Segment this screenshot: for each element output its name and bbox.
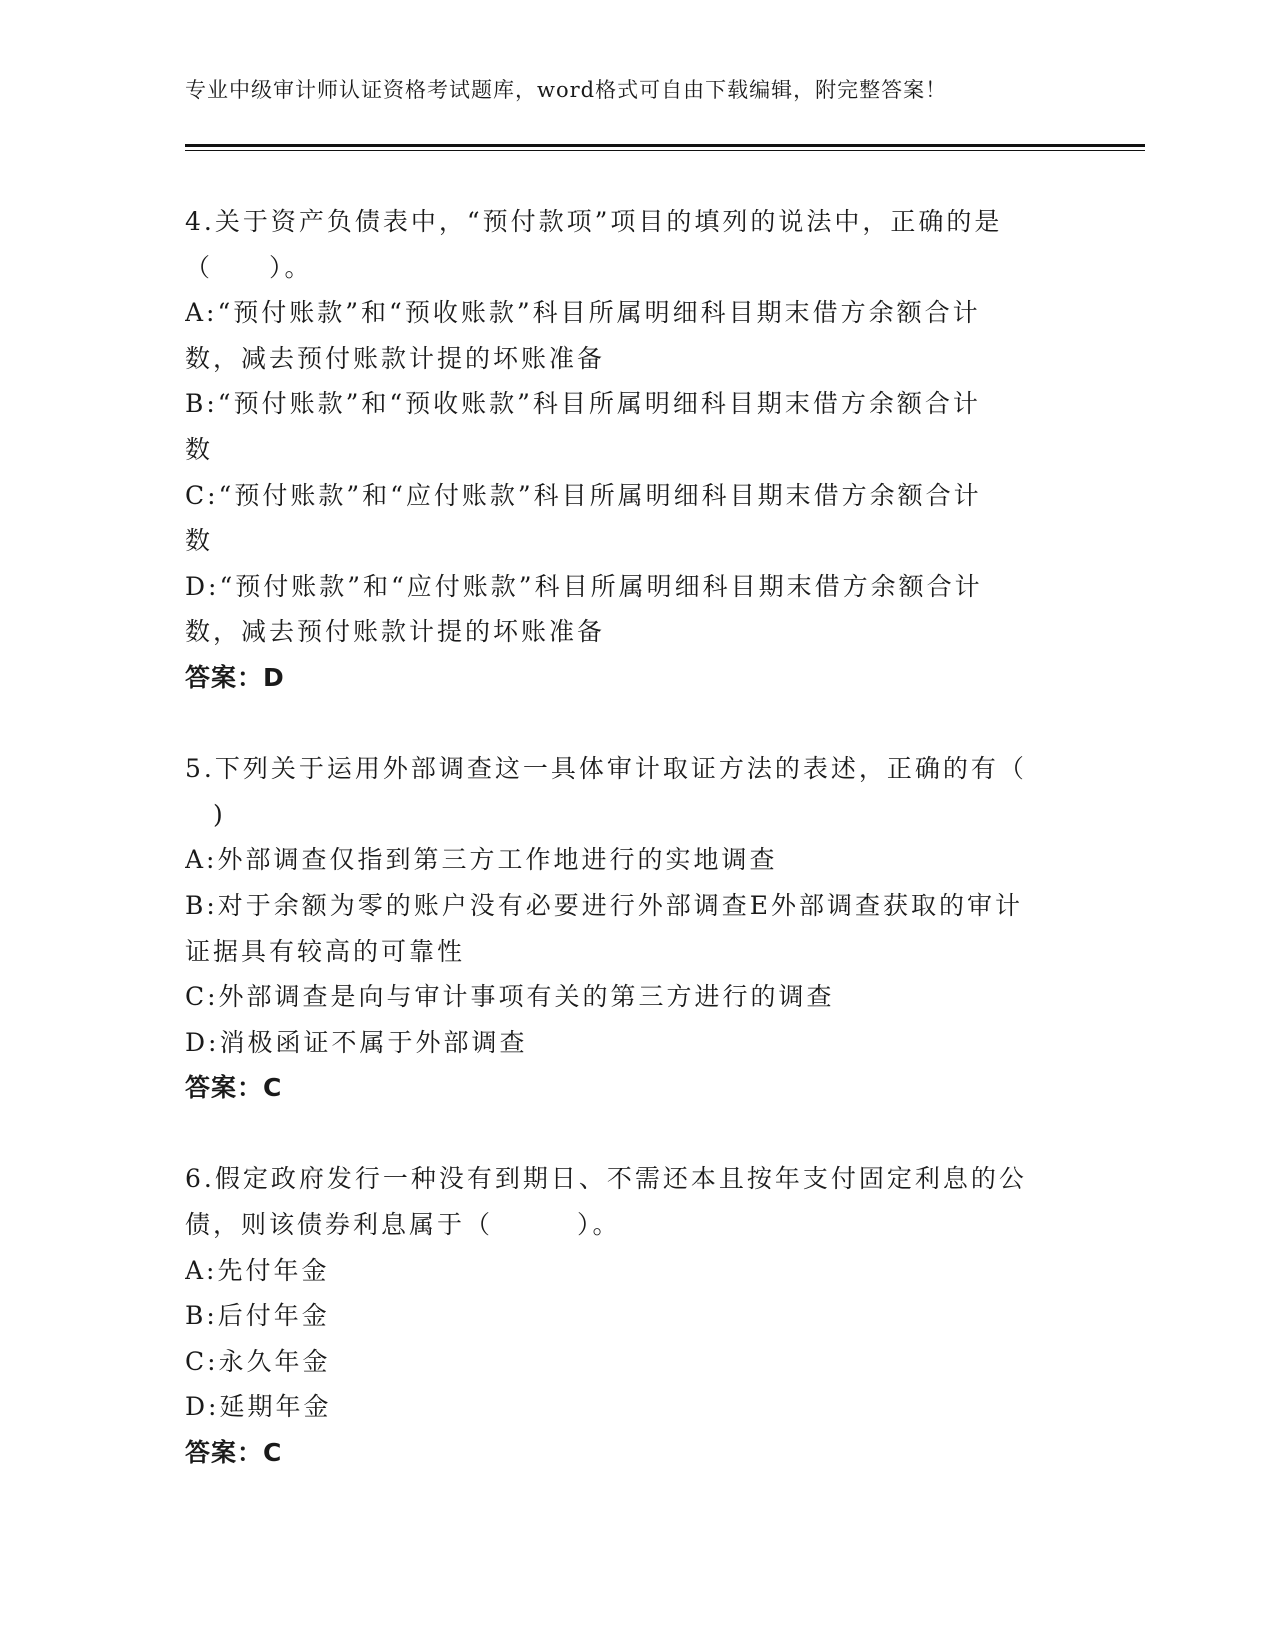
question-stem: ) xyxy=(185,799,226,829)
option-line: B:“预付账款”和“预收账款”科目所属明细科目期末借方余额合计 xyxy=(185,389,981,419)
answer-line: 答案：D xyxy=(185,662,285,692)
option-line: B:对于余额为零的账户没有必要进行外部调查E外部调查获取的审计 xyxy=(185,890,1024,920)
answer-line: 答案：C xyxy=(185,1438,283,1468)
option-line: 数，减去预付账款计提的坏账准备 xyxy=(185,343,606,373)
option-line: C:外部调查是向与审计事项有关的第三方进行的调查 xyxy=(185,982,835,1012)
question-6 xyxy=(185,1156,1065,1475)
option-line: C:永久年金 xyxy=(185,1346,331,1376)
option-line: A:“预付账款”和“预收账款”科目所属明细科目期末借方余额合计 xyxy=(185,298,981,328)
option-line: A:先付年金 xyxy=(185,1255,330,1285)
option-line: 数，减去预付账款计提的坏账准备 xyxy=(185,617,606,647)
spacer xyxy=(185,701,1065,747)
answer-line: 答案：C xyxy=(185,1073,283,1103)
question-5 xyxy=(185,746,1065,1111)
question-list xyxy=(185,199,1065,1476)
option-line: D:“预付账款”和“应付账款”科目所属明细科目期末借方余额合计 xyxy=(185,571,983,601)
option-line: A:外部调查仅指到第三方工作地进行的实地调查 xyxy=(185,845,778,875)
spacer xyxy=(185,1111,1065,1157)
option-line: B:后付年金 xyxy=(185,1301,330,1331)
header-rule-thick xyxy=(185,144,1145,147)
question-stem: 债，则该债券利息属于（ ）。 xyxy=(185,1210,621,1240)
question-stem: （ ）。 xyxy=(185,252,313,282)
option-line: D:延期年金 xyxy=(185,1392,332,1422)
option-line: 证据具有较高的可靠性 xyxy=(185,936,466,966)
option-line: 数 xyxy=(185,434,214,464)
question-4 xyxy=(185,199,1065,701)
option-line: D:消极函证不属于外部调查 xyxy=(185,1027,528,1057)
question-stem: 6.假定政府发行一种没有到期日、不需还本且按年支付固定利息的公 xyxy=(185,1164,1027,1194)
question-stem: 5.下列关于运用外部调查这一具体审计取证方法的表述，正确的有（ xyxy=(185,754,1027,784)
question-stem: 4.关于资产负债表中，“预付款项”项目的填列的说法中，正确的是 xyxy=(185,207,1003,236)
page-header: 专业中级审计师认证资格考试题库，word格式可自由下载编辑，附完整答案！ xyxy=(185,78,948,102)
option-line: 数 xyxy=(185,526,214,556)
header-rule-thin xyxy=(185,150,1145,151)
option-line: C:“预付账款”和“应付账款”科目所属明细科目期末借方余额合计 xyxy=(185,480,982,510)
